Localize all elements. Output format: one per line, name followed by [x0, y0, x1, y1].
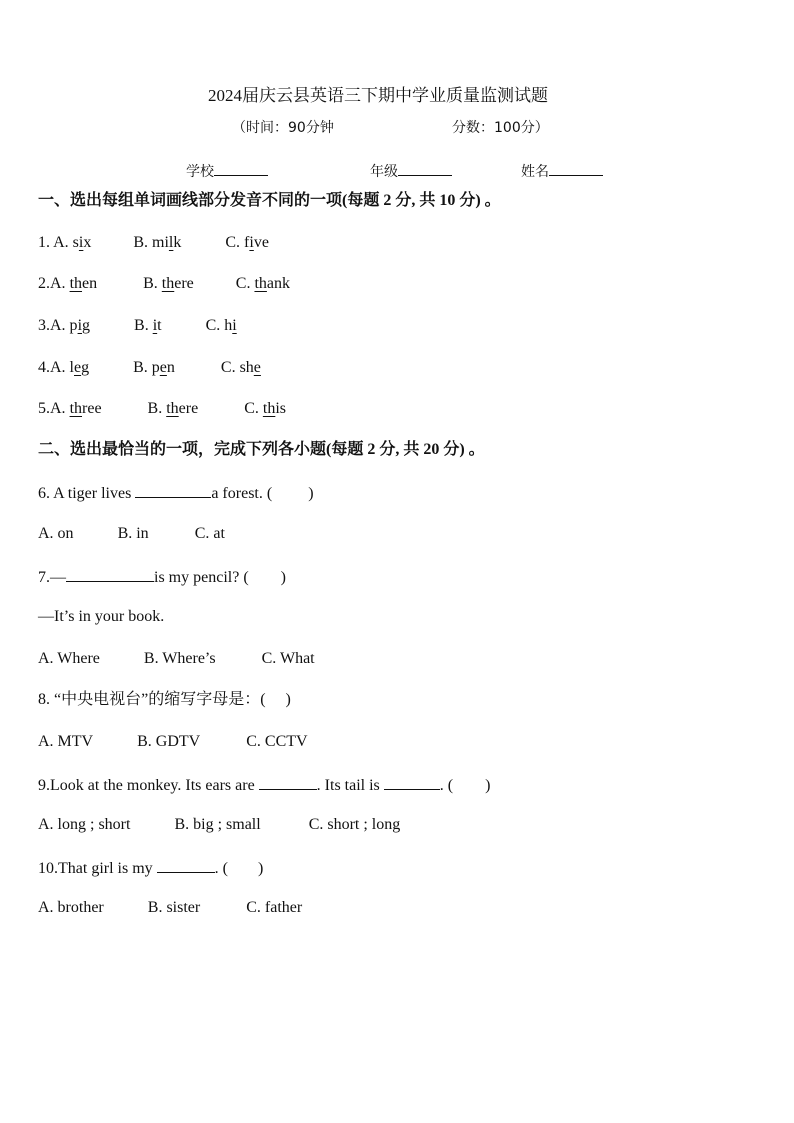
q2-option-c[interactable]: C. thank [235, 275, 291, 292]
q7-option-a[interactable]: A. Where [38, 650, 100, 667]
q2-option-b[interactable]: B. there [143, 275, 194, 292]
page-title: 2024届庆云县英语三下期中学业质量监测试题 [208, 86, 548, 105]
q9-blank-1[interactable] [259, 774, 317, 790]
school-blank[interactable] [214, 160, 268, 176]
grade-label: 年级 [370, 164, 398, 180]
q8-option-c[interactable]: C. CCTV [246, 733, 308, 750]
section1-heading: 一、选出每组单词画线部分发音不同的一项(每题 2 分, 共 10 分) 。 [38, 192, 501, 209]
q6-option-a[interactable]: A. on [38, 525, 74, 542]
question-6: 6. A tiger lives a forest. ( ) [38, 482, 314, 504]
q4-option-c[interactable]: C. she [220, 359, 261, 376]
grade-blank[interactable] [398, 160, 452, 176]
question-3 [38, 316, 237, 336]
q10-blank[interactable] [157, 857, 215, 873]
q8-answer-paren[interactable]: ) [285, 691, 291, 708]
time-limit: （时间：90分钟 [232, 120, 334, 136]
question-7: 7.— is my pencil? ( ) [38, 566, 286, 588]
total-score: 分数：100分） [452, 120, 549, 136]
q8-options [38, 732, 308, 752]
q7-answer-paren[interactable]: ) [280, 569, 286, 586]
q7-options [38, 649, 315, 669]
q6-blank[interactable] [135, 482, 211, 498]
q1-option-c[interactable]: C. five [225, 234, 269, 251]
question-8: 8. “中央电视台”的缩写字母是：( ) [38, 691, 291, 708]
q6-option-c[interactable]: C. at [194, 525, 225, 542]
q6-answer-paren[interactable]: ) [308, 485, 314, 502]
q2-option-a[interactable]: 2.A. then [38, 275, 98, 292]
q10-option-c[interactable]: C. father [246, 899, 303, 916]
q5-option-b[interactable]: B. there [147, 400, 199, 417]
q3-option-a[interactable]: 3.A. pig [38, 317, 91, 334]
q4-option-b[interactable]: B. pen [133, 359, 175, 376]
school-label: 学校 [186, 164, 214, 180]
q9-option-a[interactable]: A. long ; short [38, 816, 131, 833]
q7-reply: —It’s in your book. [38, 608, 165, 625]
school-field[interactable] [186, 160, 268, 182]
question-9: 9.Look at the monkey. Its ears are . Its tail is . ( ) [38, 774, 490, 796]
q6-option-b[interactable]: B. in [117, 525, 149, 542]
q9-options [38, 815, 400, 835]
q9-option-b[interactable]: B. big ; small [174, 816, 261, 833]
q1-option-b[interactable]: B. milk [133, 234, 182, 251]
q9-blank-2[interactable] [384, 774, 440, 790]
name-blank[interactable] [549, 160, 603, 176]
q7-option-c[interactable]: C. What [261, 650, 315, 667]
q8-option-a[interactable]: A. MTV [38, 733, 94, 750]
q10-option-a[interactable]: A. brother [38, 899, 104, 916]
q6-options [38, 524, 225, 544]
question-1 [38, 233, 269, 253]
q10-options [38, 898, 302, 918]
name-field[interactable] [521, 160, 603, 182]
question-5 [38, 399, 286, 419]
question-4 [38, 358, 261, 378]
grade-field[interactable] [370, 160, 452, 182]
q3-option-b[interactable]: B. it [134, 317, 162, 334]
q9-option-c[interactable]: C. short ; long [308, 816, 401, 833]
q9-answer-paren[interactable]: ) [485, 777, 491, 794]
question-2 [38, 274, 290, 294]
q7-option-b[interactable]: B. Where’s [143, 650, 216, 667]
q5-option-a[interactable]: 5.A. three [38, 400, 102, 417]
q1-option-a[interactable]: 1. A. six [38, 234, 92, 251]
q8-option-b[interactable]: B. GDTV [137, 733, 201, 750]
q5-option-c[interactable]: C. this [244, 400, 286, 417]
q3-option-c[interactable]: C. hi [205, 317, 237, 334]
name-label: 姓名 [521, 164, 549, 180]
q7-blank[interactable] [66, 566, 154, 582]
q10-answer-paren[interactable]: ) [257, 860, 264, 877]
q4-option-a[interactable]: 4.A. leg [38, 359, 90, 376]
q10-option-b[interactable]: B. sister [147, 899, 201, 916]
question-10: 10.That girl is my . ( ) [38, 857, 263, 879]
section2-heading: 二、选出最恰当的一项，完成下列各小题(每题 2 分, 共 20 分) 。 [38, 441, 485, 458]
